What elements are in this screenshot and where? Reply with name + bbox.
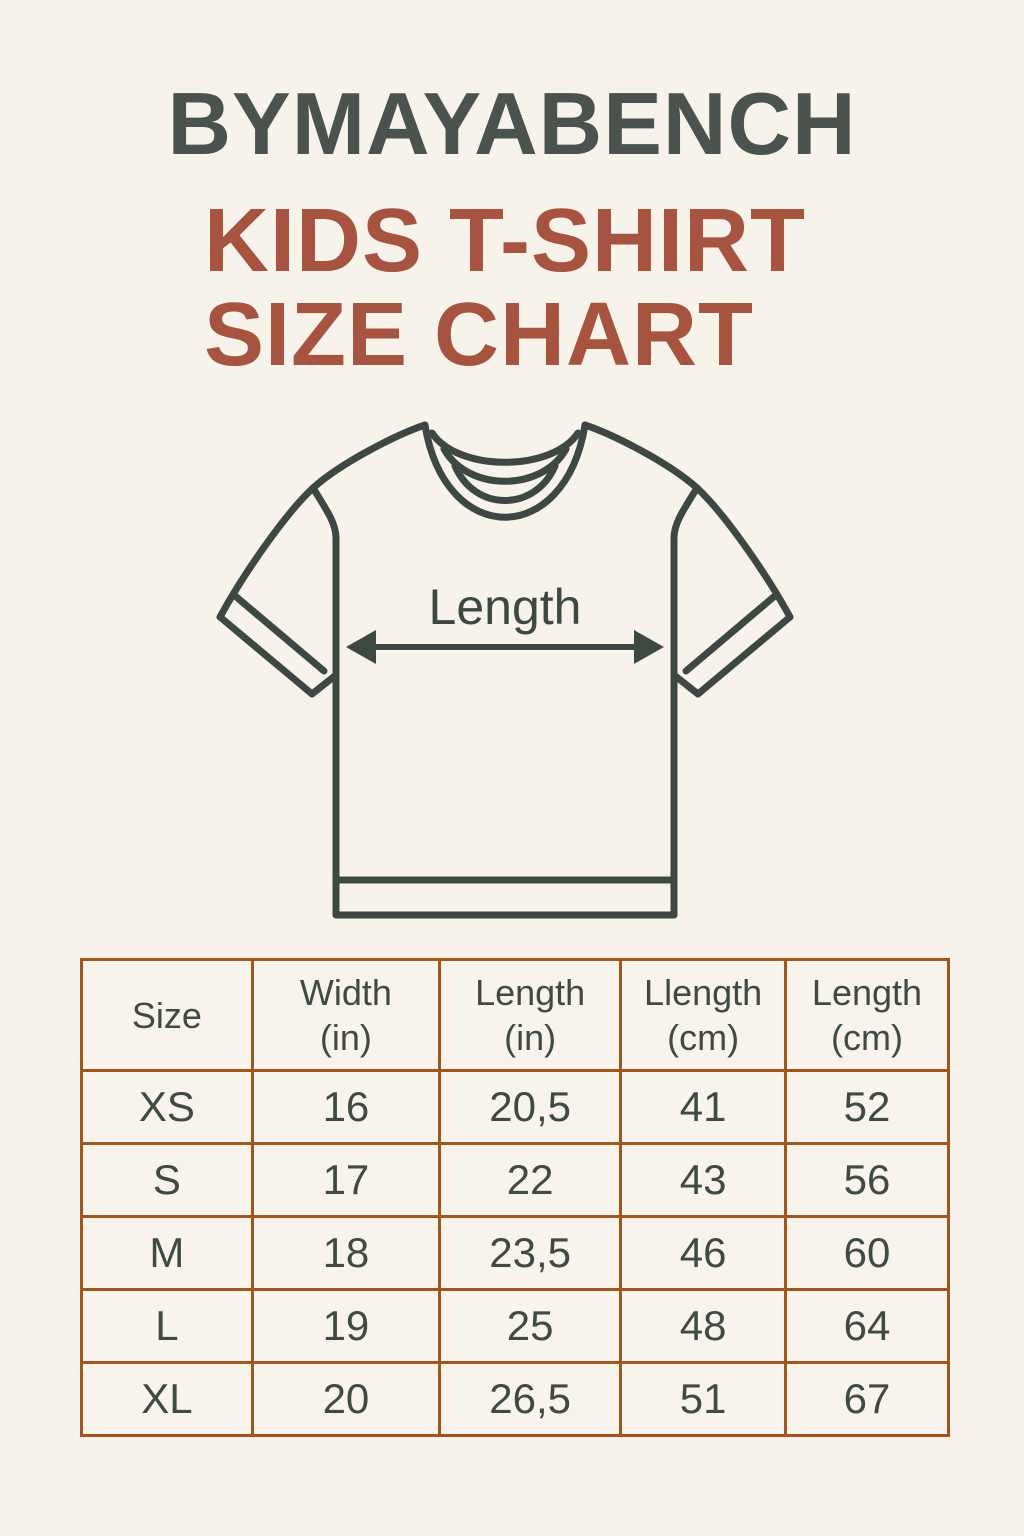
cell-size: L bbox=[82, 1290, 253, 1363]
table-row-l bbox=[82, 1290, 949, 1363]
left-sleeve-outline bbox=[220, 425, 425, 694]
cell-width-in: 20 bbox=[252, 1363, 439, 1436]
cell-size: M bbox=[82, 1217, 253, 1290]
arrow-head-left bbox=[346, 630, 376, 664]
left-cuff-line bbox=[234, 595, 324, 671]
cell-width-in: 18 bbox=[252, 1217, 439, 1290]
cell-length-cm: 56 bbox=[785, 1144, 948, 1217]
cell-length-in: 25 bbox=[440, 1290, 621, 1363]
cell-llength-cm: 43 bbox=[621, 1144, 786, 1217]
cell-length-cm: 64 bbox=[785, 1290, 948, 1363]
column-header-llength-cm bbox=[621, 960, 786, 1071]
column-header-llength-cm-line1: Llength bbox=[644, 972, 763, 1013]
column-header-size-line1: Size bbox=[131, 994, 202, 1036]
column-header-llength-cm-line2: (cm) bbox=[667, 1017, 740, 1058]
length-measure-arrow bbox=[346, 579, 664, 664]
cell-llength-cm: 48 bbox=[621, 1290, 786, 1363]
column-header-width-in-line2: (in) bbox=[319, 1017, 372, 1058]
table-row-m bbox=[82, 1217, 949, 1290]
size-chart-table bbox=[80, 958, 950, 1437]
page-title-line1: KIDS T-SHIRT bbox=[204, 191, 807, 291]
cell-length-in: 23,5 bbox=[440, 1217, 621, 1290]
cell-size: S bbox=[82, 1144, 253, 1217]
tshirt-collar bbox=[425, 425, 585, 517]
body-outline bbox=[313, 488, 697, 915]
cell-width-in: 19 bbox=[252, 1290, 439, 1363]
right-sleeve-outline bbox=[585, 425, 790, 694]
table-row-xs bbox=[82, 1071, 949, 1144]
table-row-xl bbox=[82, 1363, 949, 1436]
cell-length-cm: 67 bbox=[785, 1363, 948, 1436]
cell-llength-cm: 41 bbox=[621, 1071, 786, 1144]
cell-size: XL bbox=[82, 1363, 253, 1436]
cell-width-in: 17 bbox=[252, 1144, 439, 1217]
table-row-s bbox=[82, 1144, 949, 1217]
column-header-length-cm-line2: (cm) bbox=[831, 1017, 903, 1058]
column-header-size bbox=[82, 960, 253, 1071]
cell-width-in: 16 bbox=[252, 1071, 439, 1144]
cell-length-cm: 60 bbox=[785, 1217, 948, 1290]
table-header-row bbox=[82, 960, 949, 1071]
tshirt-diagram bbox=[212, 418, 812, 938]
column-header-length-cm-line1: Length bbox=[811, 972, 923, 1013]
right-cuff-line bbox=[686, 595, 776, 671]
page-title bbox=[204, 191, 807, 385]
column-header-width-in-line1: Width bbox=[299, 972, 392, 1013]
cell-length-in: 26,5 bbox=[440, 1363, 621, 1436]
column-header-length-cm bbox=[785, 960, 948, 1071]
arrow-head-right bbox=[634, 630, 664, 664]
column-header-length-in-line1: Length bbox=[475, 972, 586, 1013]
length-label: Length bbox=[428, 579, 582, 635]
column-header-length-in bbox=[440, 960, 621, 1071]
cell-llength-cm: 51 bbox=[621, 1363, 786, 1436]
cell-llength-cm: 46 bbox=[621, 1217, 786, 1290]
cell-length-cm: 52 bbox=[785, 1071, 948, 1144]
column-header-width-in bbox=[252, 960, 439, 1071]
brand-title: BYMAYABENCH bbox=[167, 74, 857, 173]
cell-length-in: 20,5 bbox=[440, 1071, 621, 1144]
cell-length-in: 22 bbox=[440, 1144, 621, 1217]
page-title-line2: SIZE CHART bbox=[204, 285, 754, 385]
cell-size: XS bbox=[82, 1071, 253, 1144]
column-header-length-in-line2: (in) bbox=[504, 1017, 557, 1058]
